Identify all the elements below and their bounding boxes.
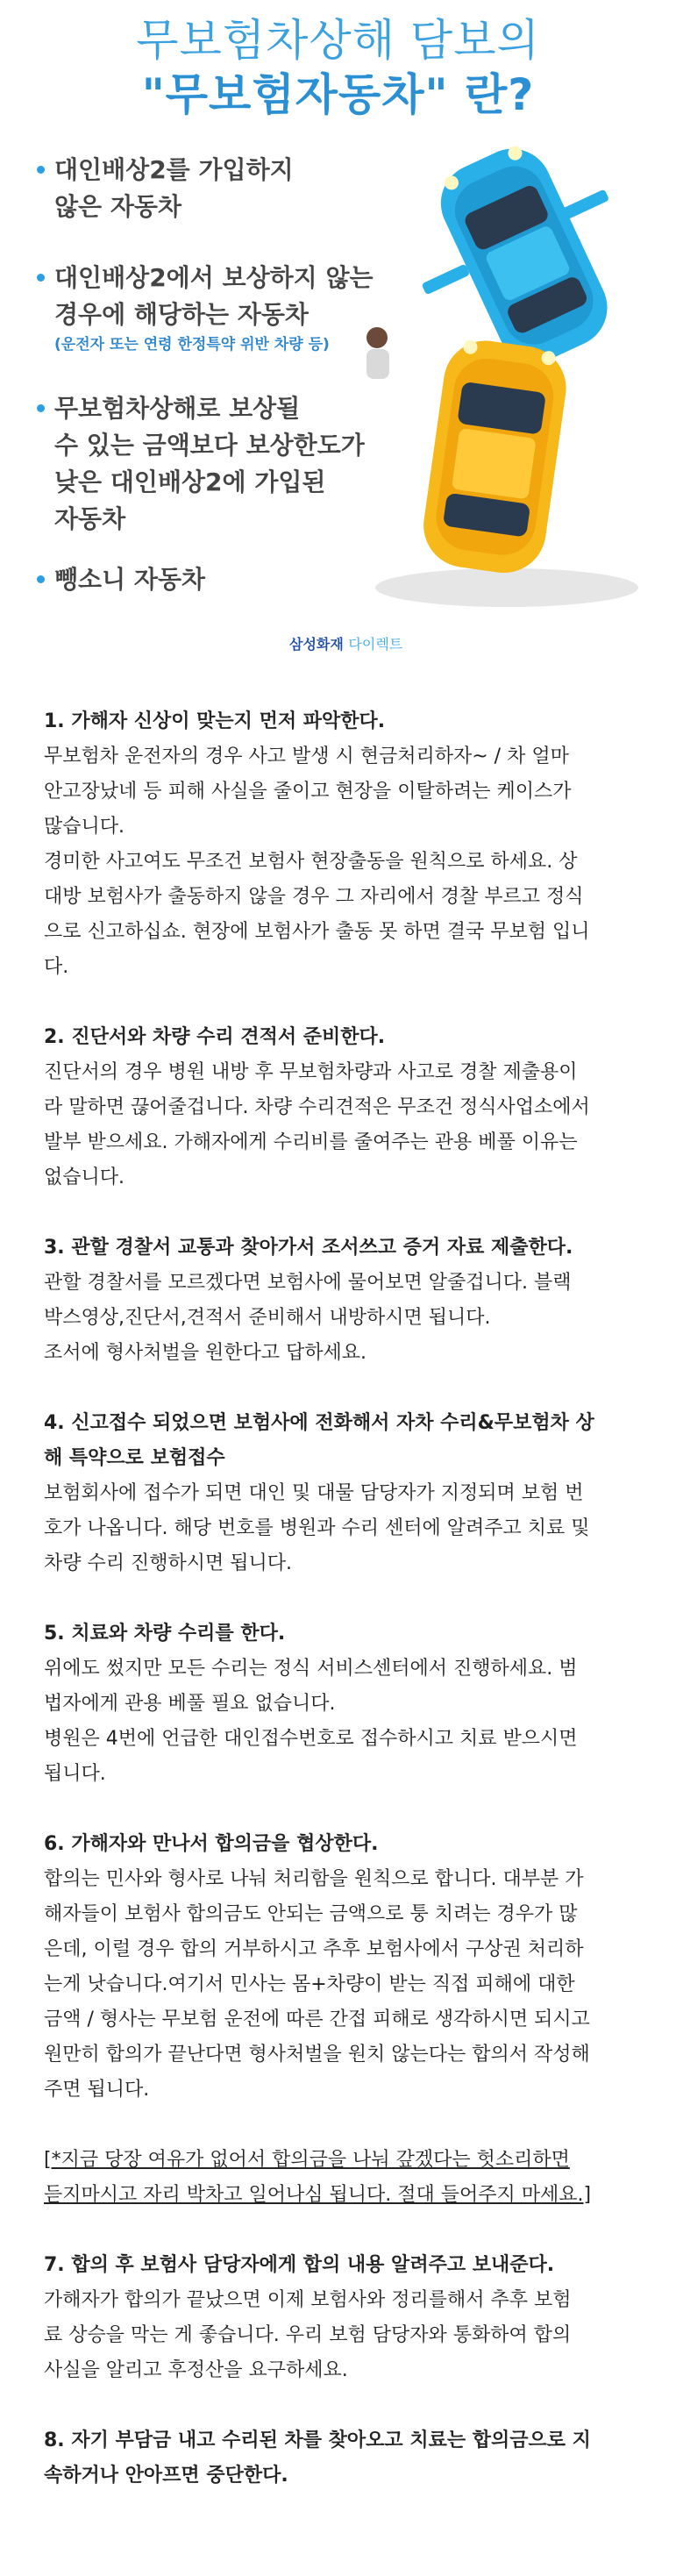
- bullet-line: 자동차: [54, 504, 126, 533]
- paragraph-line: 조서에 형사처벌을 원한다고 답하세요.: [44, 1342, 367, 1364]
- paragraph-line: 다.: [44, 956, 69, 978]
- paragraph-line: 법자에게 관용 베풀 필요 없습니다.: [44, 1693, 336, 1715]
- warning-note: [44, 2143, 640, 2213]
- section-title: 3. 관할 경찰서 교통과 찾아가서 조서쓰고 증거 자료 제출한다.: [44, 1237, 573, 1259]
- paragraph-line: 호가 나옵니다. 해당 번호를 병원과 수리 센터에 알려주고 치료 및: [44, 1517, 590, 1539]
- brand-logo: [289, 633, 402, 653]
- paragraph-line: 원만히 합의가 끝난다면 형사처벌을 원치 않는다는 합의서 작성해: [44, 2044, 590, 2066]
- brand-name: 삼성화재: [289, 636, 344, 653]
- bullet-item: [54, 152, 294, 225]
- section-7: [44, 2248, 640, 2388]
- paragraph-line: 주면 됩니다.: [44, 2079, 150, 2101]
- section-8: [44, 2423, 640, 2494]
- paragraph-line: 는게 낫습니다.여기서 민사는 몸+차량이 받는 직접 피해에 대한: [44, 1973, 575, 1995]
- section-title: 4. 신고접수 되었으면 보험사에 전화해서 자차 수리&무보험차 상: [44, 1412, 594, 1434]
- section-title: 6. 가해자와 만나서 합의금을 협상한다.: [44, 1833, 379, 1855]
- yellow-car-icon: [418, 335, 572, 578]
- section-2: [44, 1020, 640, 1195]
- paragraph-line: 위에도 썼지만 모든 수리는 정식 서비스센터에서 진행하세요. 범: [44, 1658, 578, 1680]
- warning-line: [*지금 당장 여유가 없어서 합의금을 나눠 갚겠다는 헛소리하면: [44, 2149, 570, 2171]
- section-title: 1. 가해자 신상이 맞는지 먼저 파악한다.: [44, 710, 386, 732]
- paragraph-line: 병원은 4번에 언급한 대인접수번호로 접수하시고 치료 받으시면: [44, 1728, 578, 1750]
- bullet-item: [54, 390, 365, 538]
- paragraph-line: 안고장났네 등 피해 사실을 줄이고 현장을 이탈하려는 케이스가: [44, 781, 572, 803]
- paragraph-line: 금액 / 형사는 무보험 운전에 따른 간접 피해로 생각하시면 되시고: [44, 2009, 590, 2030]
- article-body: [44, 704, 640, 2529]
- paragraph-line: 발부 받으세요. 가해자에게 수리비를 줄여주는 관용 베풀 이유는: [44, 1131, 578, 1153]
- section-title: 2. 진단서와 차량 수리 견적서 준비한다.: [44, 1026, 386, 1048]
- bullet-line: 대인배상2를 가입하지: [54, 155, 294, 184]
- bullet-note: (운전자 또는 연령 한정특약 위반 차량 등): [54, 336, 330, 353]
- warning-line: 듣지마시고 자리 박차고 일어나심 됩니다. 절대 들어주지 마세요.]: [44, 2184, 592, 2206]
- paragraph-line: 차량 수리 진행하시면 됩니다.: [44, 1552, 292, 1574]
- brand-suffix: 다이렉트: [348, 636, 403, 653]
- paragraph-line: 보험회사에 접수가 되면 대인 및 대물 담당자가 지정되며 보험 번: [44, 1482, 584, 1504]
- paragraph-line: 가해자가 합의가 끝났으면 이제 보험사와 정리를해서 추후 보험: [44, 2289, 572, 2311]
- paragraph-line: 박스영상,진단서,견적서 준비해서 내방하시면 됩니다.: [44, 1307, 491, 1329]
- infographic-card: [0, 0, 676, 675]
- paragraph-line: 진단서의 경우 병원 내방 후 무보험차량과 사고로 경찰 제출용이: [44, 1061, 578, 1083]
- section-5: [44, 1616, 640, 1792]
- paragraph-line: 무보험차 운전자의 경우 사고 발생 시 현금처리하자~ / 차 얼마: [44, 746, 569, 767]
- paragraph-line: 은데, 이럴 경우 합의 거부하시고 추후 보험사에서 구상권 처리하: [44, 1938, 584, 1960]
- paragraph-line: 료 상승을 막는 게 좋습니다. 우리 보험 담당자와 통화하여 합의: [44, 2324, 572, 2346]
- bullet-line: 경우에 해당하는 자동차: [54, 300, 309, 329]
- section-3: [44, 1231, 640, 1371]
- bullet-line: 낮은 대인배상2에 가입된: [54, 467, 326, 496]
- bullet-item: [54, 561, 205, 598]
- paragraph-line: 해자들이 보험사 합의금도 안되는 금액으로 퉁 치려는 경우가 많: [44, 1903, 578, 1925]
- paragraph-line: 됩니다.: [44, 1763, 106, 1785]
- paragraph-line: 관할 경찰서를 모르겠다면 보험사에 물어보면 알줄겁니다. 블랙: [44, 1272, 572, 1294]
- paragraph-line: 라 말하면 끊어줄겁니다. 차량 수리견적은 무조건 정식사업소에서: [44, 1096, 590, 1118]
- infographic-title-line2: "무보험자동차" 란?: [141, 69, 535, 120]
- section-4: [44, 1406, 640, 1581]
- infographic-title-line1: 무보험차상해 담보의: [136, 15, 540, 66]
- paragraph-line: 많습니다.: [44, 816, 125, 838]
- bullet-line: 않은 자동차: [54, 192, 181, 221]
- paragraph-line: 없습니다.: [44, 1167, 125, 1188]
- person-icon: [366, 327, 389, 379]
- bullet-line: 대인배상2에서 보상하지 않는: [54, 263, 374, 292]
- bullet-line: 무보험차상해로 보상될: [54, 394, 301, 423]
- section-1: [44, 704, 640, 985]
- bullet-dot-icon: [37, 274, 45, 282]
- bullet-dot-icon: [37, 166, 45, 174]
- bullet-dot-icon: [37, 404, 45, 412]
- paragraph-line: 사실을 알리고 후정산을 요구하세요.: [44, 2359, 348, 2381]
- section-title: 속하거나 안아프면 중단한다.: [44, 2465, 288, 2487]
- car-accident-illustration: [331, 132, 676, 623]
- paragraph-line: 으로 신고하십쇼. 현장에 보험사가 출동 못 하면 결국 무보험 입니: [44, 921, 590, 943]
- section-title: 7. 합의 후 보험사 담당자에게 합의 내용 알려주고 보내준다.: [44, 2254, 555, 2276]
- section-6: [44, 1827, 640, 2108]
- bullet-dot-icon: [37, 575, 45, 583]
- bullet-item: [54, 260, 374, 356]
- bullet-line: 수 있는 금액보다 보상한도가: [54, 431, 365, 460]
- paragraph-line: 합의는 민사와 형사로 나눠 처리함을 원칙으로 합니다. 대부분 가: [44, 1868, 584, 1890]
- section-title: 8. 자기 부담금 내고 수리된 차를 찾아오고 치료는 합의금으로 지: [44, 2430, 591, 2451]
- paragraph-line: 대방 보험사가 출동하지 않을 경우 그 자리에서 경찰 부르고 정식: [44, 886, 584, 908]
- section-title: 해 특약으로 보험접수: [44, 1447, 225, 1469]
- bullet-line: 뺑소니 자동차: [54, 565, 206, 594]
- section-title: 5. 치료와 차량 수리를 한다.: [44, 1623, 286, 1645]
- paragraph-line: 경미한 사고여도 무조건 보험사 현장출동을 원칙으로 하세요. 상: [44, 851, 578, 873]
